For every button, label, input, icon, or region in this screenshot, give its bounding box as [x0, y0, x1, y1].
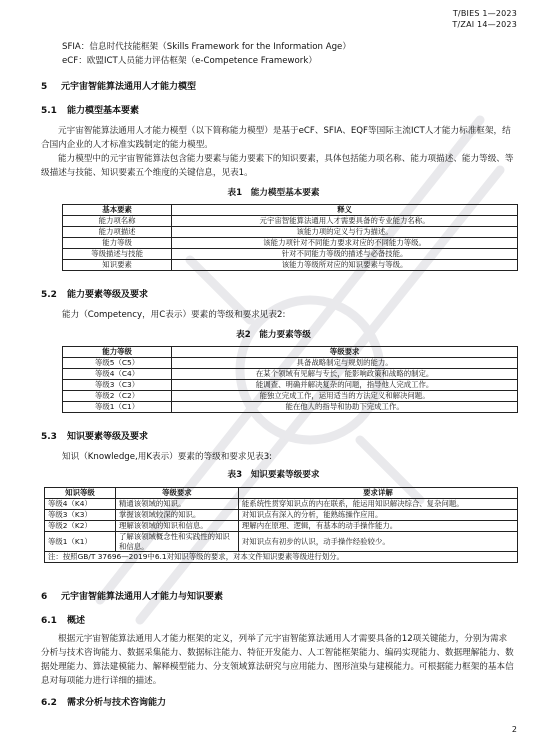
table-cell: 精通该领域的知识。: [115, 499, 238, 510]
section-5-1-heading: [41, 104, 515, 118]
table-cell: 等级3（K3）: [45, 510, 116, 521]
section-5-3-heading: [41, 430, 515, 444]
table-3-note: 注：按照GB/T 37696—2019中6.1对知识等级的要求，对本文件知识要素等级进行划分。: [45, 552, 518, 563]
table-row: [63, 391, 518, 402]
table-cell: 元宇宙智能算法通用人才需要具备的专业能力名称。: [172, 216, 518, 227]
table-cell: 在某个领域有见解与专长，能影响政策和战略的制定。: [172, 369, 518, 380]
section-title: 元宇宙智能算法通用人才能力与知识要素: [61, 592, 224, 602]
header-code-2: T/ZAI 14—2023: [452, 20, 517, 29]
table-cell: 理解该领域的知识和信息。: [115, 521, 238, 532]
abbr-ecf: eCF：欧盟ICT人员能力评估框架（e-Competence Framework）: [62, 56, 317, 66]
table-row: [63, 238, 518, 249]
table-row: [63, 216, 518, 227]
table-row: [45, 510, 518, 521]
section-5-heading: [41, 80, 515, 94]
table-row: [63, 380, 518, 391]
section-number: 6.1: [41, 616, 57, 626]
table-cell: 等级3（C3）: [63, 380, 172, 391]
paragraph-5-3: 知识（Knowledge,用K表示）要素的等级和要求见表3:: [62, 452, 273, 462]
section-title: 需求分析与技术咨询能力: [67, 698, 167, 708]
section-number: 5.1: [41, 106, 57, 116]
section-number: 5: [41, 82, 48, 92]
abbr-sfia: SFIA：信息时代技能框架（Skills Framework for the Information Age）: [62, 42, 351, 52]
page-number: 2: [511, 725, 517, 734]
table-row: [45, 499, 518, 510]
header-code-1: T/BIES 1—2023: [452, 9, 517, 18]
table-cell: 等级2（K2）: [45, 521, 116, 532]
table-2-header: 能力等级: [63, 347, 172, 358]
section-title: 元宇宙智能算法通用人才能力模型: [61, 82, 197, 92]
table-cell: 能在他人的指导和协助下完成工作。: [172, 402, 518, 413]
table-cell: 等级4（C4）: [63, 369, 172, 380]
table-row: [45, 521, 518, 532]
section-title: 概述: [67, 616, 86, 626]
table-2-header: 等级要求: [172, 347, 518, 358]
table-1: [62, 204, 518, 271]
table-2-caption: 表2 能力要素等级: [236, 330, 311, 340]
section-number: 5.2: [41, 290, 57, 300]
table-row: [45, 532, 518, 552]
table-3-header: 知识等级: [45, 488, 116, 499]
table-1-header: 基本要素: [63, 205, 172, 216]
table-1-header: 释义: [172, 205, 518, 216]
table-3-header: 等级要求: [115, 488, 238, 499]
table-cell: 知识要素: [63, 260, 172, 271]
table-cell: 该能力项的定义与行为描述。: [172, 227, 518, 238]
table-cell: 等级描述与技能: [63, 249, 172, 260]
table-2: [62, 346, 518, 413]
table-cell: 能力项名称: [63, 216, 172, 227]
section-6-1-heading: [41, 614, 515, 628]
section-title: 能力要素等级及要求: [67, 290, 149, 300]
table-cell: 等级2（C2）: [63, 391, 172, 402]
table-cell: 掌握该领域较深的知识。: [115, 510, 238, 521]
table-cell: 等级1（K1）: [45, 532, 116, 552]
table-3: [44, 487, 518, 563]
table-cell: 等级5（C5）: [63, 358, 172, 369]
table-1-caption: 表1 能力模型基本要素: [227, 188, 320, 198]
table-cell: 针对不同能力等级的描述与必备技能。: [172, 249, 518, 260]
table-3-header: 要求详解: [238, 488, 517, 499]
section-number: 5.3: [41, 432, 57, 442]
section-title: 能力模型基本要素: [67, 106, 140, 116]
table-row: [63, 358, 518, 369]
table-cell: 具备战略制定与规划的能力。: [172, 358, 518, 369]
table-row: [63, 260, 518, 271]
section-number: 6: [41, 592, 48, 602]
table-row: [63, 227, 518, 238]
table-cell: 能力等级: [63, 238, 172, 249]
table-cell: 理解内在原理、逻辑，有基本的动手操作能力。: [238, 521, 517, 532]
table-3-caption: 表3 知识要素等级要求: [227, 470, 320, 480]
table-cell: 等级4（K4）: [45, 499, 116, 510]
table-cell: 了解该领域概念性和实践性的知识和信息。: [115, 532, 238, 552]
paragraph-5-1-a: 元宇宙智能算法通用人才能力模型（以下简称能力模型）是基于eCF、SFIA、EQF等国际主流ICT人才能力标准框架，结合国内企业的人才标准实践制定的能力模型。: [41, 126, 511, 150]
table-row: [63, 369, 518, 380]
table-cell: 对知识点有初步的认识，动手操作经验较少。: [238, 532, 517, 552]
paragraph-5-1-b: 能力模型中的元宇宙智能算法包含能力要素与能力要素下的知识要素，具体包括能力项名称、能力项描述、能力等级、等级描述与技能、知识要素五个维度的关键信息，见表1。: [41, 154, 514, 178]
table-cell: 能独立完成工作，运用适当的方法定义和解决问题。: [172, 391, 518, 402]
table-cell: 对知识点有深入的分析，能熟练操作应用。: [238, 510, 517, 521]
table-cell: 该能力项针对不同能力要求对应的不同能力等级。: [172, 238, 518, 249]
section-number: 6.2: [41, 698, 57, 708]
table-cell: 等级1（C1）: [63, 402, 172, 413]
table-cell: 能力项描述: [63, 227, 172, 238]
section-6-heading: [41, 590, 515, 604]
section-5-2-heading: [41, 288, 515, 302]
paragraph-6-1: 根据元宇宙智能算法通用人才能力框架的定义，列举了元宇宙智能算法通用人才需要具备的12项关键能力，分别为需求分析与技术咨询能力、数据采集能力、数据标注能力、特征开发能力、人工智能框架能力、编码实现能力、数据理解能力、数据处理能力、算法建模能力、解释模型能力、分支领域算法研究与应用能力、图形渲染与建模能力。可根据能力框架的基本信息对每项能力进行详细的描述。: [41, 634, 514, 686]
section-title: 知识要素等级及要求: [67, 432, 149, 442]
table-cell: 能系统性贯穿知识点的内在联系，能运用知识解决综合、复杂问题。: [238, 499, 517, 510]
table-row: [63, 402, 518, 413]
section-6-2-heading: [41, 696, 515, 710]
table-cell: 该能力等级所对应的知识要素与等级。: [172, 260, 518, 271]
paragraph-5-2: 能力（Competency，用C表示）要素的等级和要求见表2:: [62, 310, 286, 320]
table-cell: 能调查、明确并解决复杂的问题，指导他人完成工作。: [172, 380, 518, 391]
table-row: [63, 249, 518, 260]
